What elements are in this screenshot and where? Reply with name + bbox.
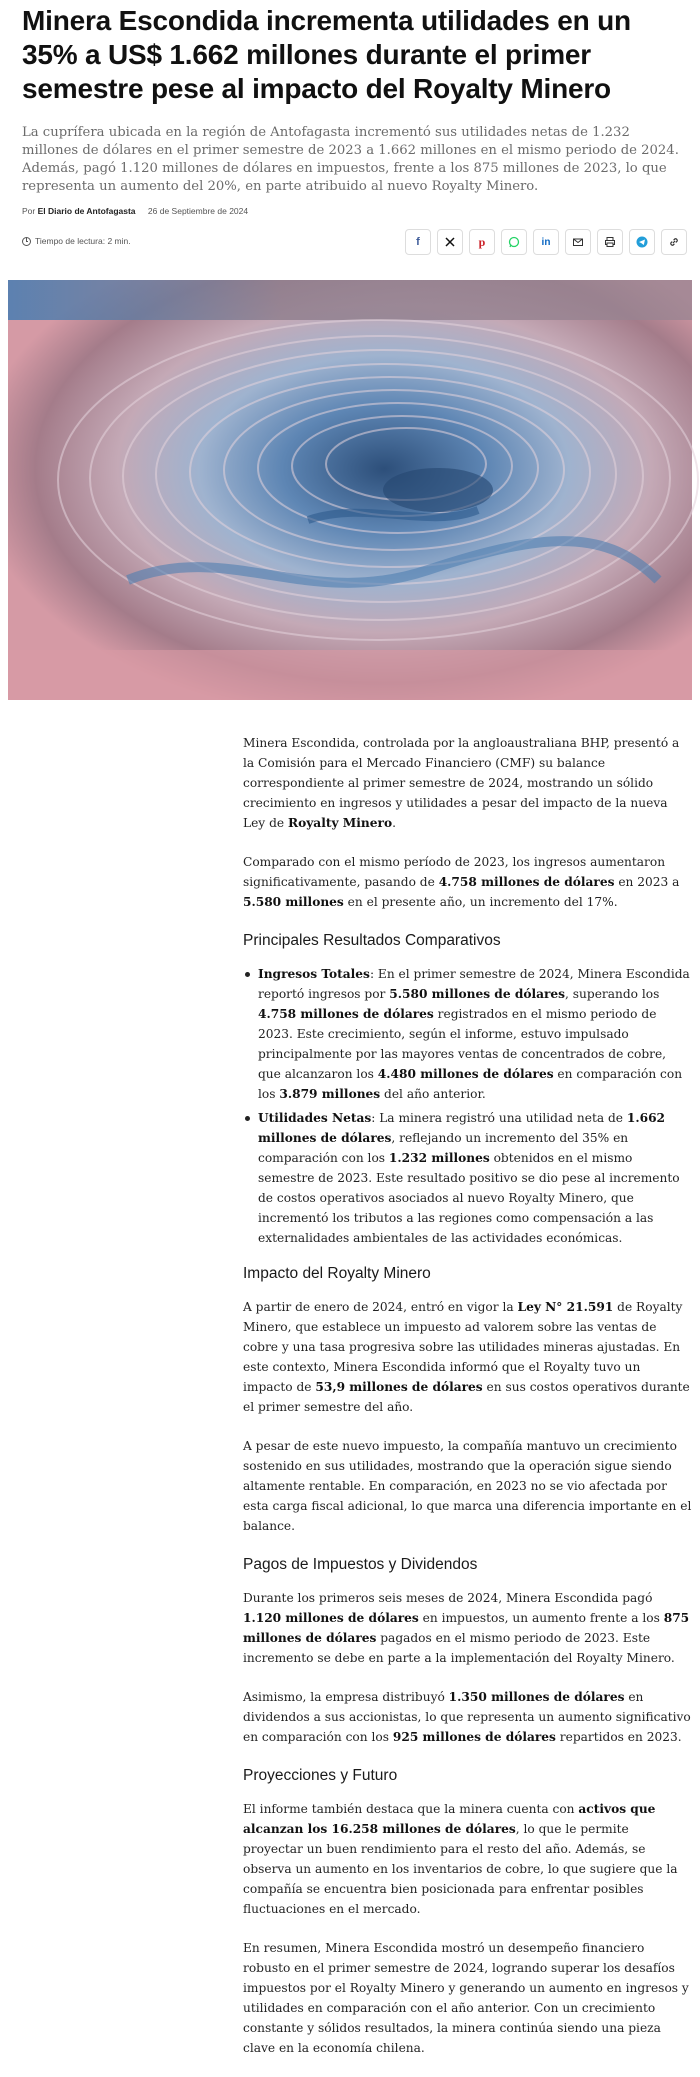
pinterest-icon: p [478, 234, 486, 249]
share-x-button[interactable] [437, 229, 463, 255]
paragraph-resumen: En resumen, Minera Escondida mostró un desempeño financiero robusto en el primer semestre de 2024, logrando superar los desafíos impuestos por el Royalty Minero y generando un aumento en ingresos y utilidades en comparación con el año anterior. Con un crecimiento constante y sólidos resultados, la minera continúa siendo una pieza clave en la economía chilena. [243, 1941, 689, 2055]
whatsapp-icon [508, 236, 520, 248]
paragraph-impuestos: Durante los primeros seis meses de 2024, Minera Escondida pagó 1.120 millones de dólares en impuestos, un aumento frente a los 875 millones de dólares pagados en el mismo periodo de 2023. Este incremento se debe en parte a la implementación del Royalty Minero. [243, 1591, 690, 1665]
share-email-button[interactable] [565, 229, 591, 255]
read-time-label: Tiempo de lectura: 2 min. [35, 236, 131, 246]
share-copy-link-button[interactable] [661, 229, 687, 255]
results-list [243, 964, 692, 1248]
share-whatsapp-button[interactable] [501, 229, 527, 255]
heading-impuestos-dividendos: Pagos de Impuestos y Dividendos [243, 1556, 478, 1573]
heading-proyecciones: Proyecciones y Futuro [243, 1767, 398, 1784]
printer-icon [604, 236, 616, 248]
paragraph-crecimiento: A pesar de este nuevo impuesto, la compañía mantuvo un crecimiento sostenido en sus utilidades, mostrando que la operación sigue siendo altamente rentable. En comparación, en 2023 no se vio afectada por esta carga fiscal adicional, lo que marca una diferencia importante en el balance. [243, 1439, 692, 1533]
x-icon [444, 236, 456, 248]
list-item-utilidades-netas: Utilidades Netas: La minera registró una utilidad neta de 1.662 millones de dólares, reflejando un incremento del 35% en comparación con los 1.232 millones obtenidos en el mismo semestre de 2023. Este resultado positivo se dio pese al incremento de costos operativos asociados al nuevo Royalty Minero, que incrementó los tributos a las regiones como compensación a las externalidades ambientales de las actividades económicas. [243, 1108, 692, 1248]
article-subtitle: La cuprífera ubicada en la región de Antofagasta incrementó sus utilidades netas de 1.232 millones de dólares en el primer semestre de 2023 a 1.662 millones en el mismo periodo de 2024. Además, pagó 1.120 millones de dólares en impuestos, frente a los 875 millones de 2023, lo que representa un aumento del 20%, en parte atribuido al nuevo Royalty Minero. [22, 125, 679, 194]
paragraph-dividendos: Asimismo, la empresa distribuyó 1.350 millones de dólares en dividendos a sus accionistas, lo que representa un aumento significativo en comparación con los 925 millones de dólares repartidos en 2023. [243, 1690, 691, 1744]
mail-icon [572, 236, 584, 248]
paragraph-activos: El informe también destaca que la minera cuenta con activos que alcanzan los 16.258 millones de dólares, lo que le permite proyectar un buen rendimiento para el resto del año. Además, se observa un aumento en los inventarios de cobre, lo que sugiere que la compañía se encuentra bien posicionada para enfrentar posibles fluctuaciones en el mercado. [243, 1802, 678, 1916]
share-pinterest-button[interactable] [469, 229, 495, 255]
publish-date: 26 de Septiembre de 2024 [147, 206, 249, 216]
share-bar [405, 229, 687, 255]
byline [22, 206, 248, 216]
paragraph-intro: Minera Escondida, controlada por la angloaustraliana BHP, presentó a la Comisión para el Mercado Financiero (CMF) su balance correspondiente al primer semestre de 2024, mostrando un sólido crecimiento en ingresos y utilidades a pesar del impacto de la nueva Ley de Royalty Minero. [243, 736, 680, 830]
article-headline: Minera Escondida incrementa utilidades en un 35% a US$ 1.662 millones durante el primer semestre pese al impacto del Royalty Minero [22, 5, 631, 104]
paragraph-ley-royalty: A partir de enero de 2024, entró en vigor la Ley N° 21.591 de Royalty Minero, que establece un impuesto ad valorem sobre las ventas de cobre y una tasa progresiva sobre las utilidades mineras ajustadas. En este contexto, Minera Escondida informó que el Royalty tuvo un impacto de 53,9 millones de dólares en sus costos operativos durante el primer semestre del año. [243, 1300, 690, 1414]
share-print-button[interactable] [597, 229, 623, 255]
telegram-icon [636, 236, 648, 248]
read-time [22, 236, 131, 246]
share-facebook-button[interactable] [405, 229, 431, 255]
article-body [243, 733, 692, 2077]
share-telegram-button[interactable] [629, 229, 655, 255]
heading-principales-resultados: Principales Resultados Comparativos [243, 932, 501, 949]
hero-image-open-pit-mine [8, 280, 692, 700]
heading-impacto-royalty: Impacto del Royalty Minero [243, 1265, 431, 1282]
mine-aerial-illustration [8, 280, 692, 700]
paragraph-ingresos: Comparado con el mismo período de 2023, los ingresos aumentaron significativamente, pasando de 4.758 millones de dólares en 2023 a 5.580 millones en el presente año, un incremento del 17%. [243, 855, 680, 909]
list-item-ingresos-totales: Ingresos Totales: En el primer semestre de 2024, Minera Escondida reportó ingresos por 5.580 millones de dólares, superando los 4.758 millones de dólares registrados en el mismo periodo de 2023. Este crecimiento, según el informe, estuvo impulsado principalmente por las mayores ventas de concentrados de cobre, que alcanzaron los 4.480 millones de dólares en comparación con los 3.879 millones del año anterior. [243, 964, 692, 1104]
author-link[interactable]: El Diario de Antofagasta [37, 206, 136, 216]
clock-icon [22, 237, 31, 246]
facebook-icon: f [416, 236, 420, 248]
byline-prefix: Por [22, 206, 36, 216]
link-icon [668, 236, 680, 248]
linkedin-icon: in [541, 236, 551, 248]
share-linkedin-button[interactable] [533, 229, 559, 255]
